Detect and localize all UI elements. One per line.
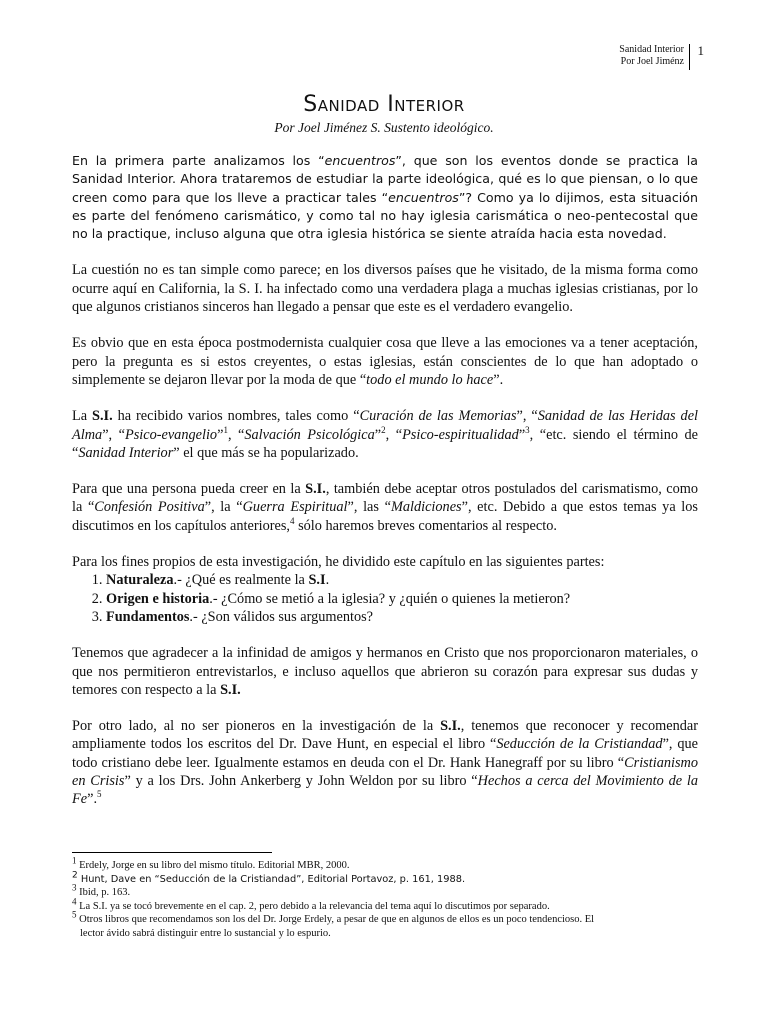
header-text bbox=[619, 44, 684, 68]
footnote-ref-4[interactable]: 4 bbox=[290, 515, 295, 526]
list-item: 1. Naturaleza.- ¿Qué es realmente la S.I. bbox=[106, 571, 698, 589]
footnote-2: $^2$ Hunt, Dave en “Seducción de la Cristiandad”, Editorial Portavoz, p. 161, 1988. bbox=[72, 870, 466, 885]
body-text bbox=[72, 152, 698, 827]
list-item: 3. Fundamentos.- ¿Son válidos sus argumentos? bbox=[106, 608, 698, 626]
paragraph-1: En la primera parte analizamos los “encuentros”, que son los eventos donde se practica la Sanidad Interior. Ahora trataremos de estudiar la parte ideológica, qué es lo que piensan, o lo que creen como para que los lleve a practicar tales “encuentros”? Como ya lo dijimos, esta situación es parte del fenómeno carismático, y como tal no hay iglesia carismática o neo-pentecostal que no la practique, incluso alguna que otra iglesia histórica se siente atraída hacia esta novedad. bbox=[72, 153, 698, 242]
header-author: Por Joel Jiménz bbox=[620, 56, 684, 67]
paragraph-4: La S.I. ha recibido varios nombres, tales como “Curación de las Memorias”, “Sanidad de las Heridas del Alma”, “Psico-evangelio”$^1$, “Salvación Psicológica”$^2$, “Psico-espiritualidad”$^3$, “etc. siendo el término de “Sanidad Interior” el que más se ha popularizado. bbox=[72, 408, 699, 461]
footnote-divider bbox=[72, 852, 272, 853]
footnote-1: $^1$ Erdely, Jorge en su libro del mismo título. Editorial MBR, 2000. bbox=[72, 855, 350, 871]
document-subtitle: Por Joel Jiménez S. Sustento ideológico. bbox=[274, 120, 494, 135]
paragraph-7: Tenemos que agradecer a la infinidad de amigos y hermanos en Cristo que nos proporcionaron materiales, o que nos permitieron entrevistarlos, e incluso aquellos que abrieron su corazón para expresar sus dudas y temores con respecto a la S.I. bbox=[72, 645, 698, 698]
paragraph-5: Para que una persona pueda creer en la S.I., también debe aceptar otros postulados del carismatismo, como la “Confesión Positiva”, la “Guerra Espiritual”, las “Maldiciones”, etc. Debido a que estos temas ya los discutimos en los capítulos anteriores,$^4$ sólo haremos breves comentarios al respecto. bbox=[72, 481, 698, 534]
paragraph-8: Por otro lado, al no ser pioneros en la investigación de la S.I., tenemos que reconocer y recomendar ampliamente todos los escritos del Dr. Dave Hunt, en especial el libro “Seducción de la Cristiandad”, que todo cristiano debe leer. Igualmente estamos en deuda con el Dr. Hank Hanegraff por su libro “Cristianismo en Crisis” y a los Drs. John Ankerberg y John Weldon por su libro “Hechos a cerca del Movimiento de la Fe”.$^5$ bbox=[72, 718, 698, 808]
running-header bbox=[504, 44, 704, 70]
footnote-5: $^5$ Otros libros que recomendamos son los del Dr. Jorge Erdely, a pesar de que en algunos de ellos es un poco tendencioso. El bbox=[72, 909, 595, 926]
paragraph-3: Es obvio que en esta época postmodernista cualquier cosa que lleve a las emociones va a tener aceptación, pero la pregunta es si estos creyentes, o estas iglesias, están conscientes de lo que han adoptado o simplemente se dejaron llevar por la moda de que “todo el mundo lo hace”. bbox=[72, 335, 698, 388]
footnote-ref-5[interactable]: 5 bbox=[97, 789, 102, 800]
header-title: Sanidad Interior bbox=[619, 44, 684, 55]
paragraph-6: Para los fines propios de esta investigación, he dividido este capítulo en las siguientes partes: bbox=[72, 554, 605, 571]
footnotes bbox=[72, 852, 698, 941]
header-divider bbox=[689, 44, 690, 70]
page-number: 1 bbox=[697, 43, 704, 58]
list-item: 2. Origen e historia.- ¿Cómo se metió a la iglesia? y ¿quién o quienes la metieron? bbox=[106, 590, 698, 608]
footnote-ref-1[interactable]: 1 bbox=[223, 424, 228, 435]
document-title: Sanidad Interior bbox=[303, 92, 465, 117]
paragraph-2: La cuestión no es tan simple como parece; en los diversos países que he visitado, de la misma forma como ocurre aquí en California, la S. I. ha infectado como una verdadera plaga a muchas iglesias cristianas, por lo que algunos cristianos sinceros han llegado a pensar que este es el verdadero evangelio. bbox=[72, 262, 698, 316]
footnote-3: $^3$ Ibid, p. 163. bbox=[72, 882, 131, 899]
footnote-ref-2[interactable]: 2 bbox=[381, 424, 386, 435]
chapter-parts-list bbox=[72, 571, 698, 626]
footnote-4: $^4$ La S.I. ya se tocó brevemente en el cap. 2, pero debido a la relevancia del tema aquí lo discutimos por separado. bbox=[72, 896, 550, 912]
footnote-ref-3[interactable]: 3 bbox=[525, 424, 530, 435]
footnote-5-continued: lector ávido sabrá distinguir entre lo sustancial y lo espurio. bbox=[80, 927, 331, 939]
